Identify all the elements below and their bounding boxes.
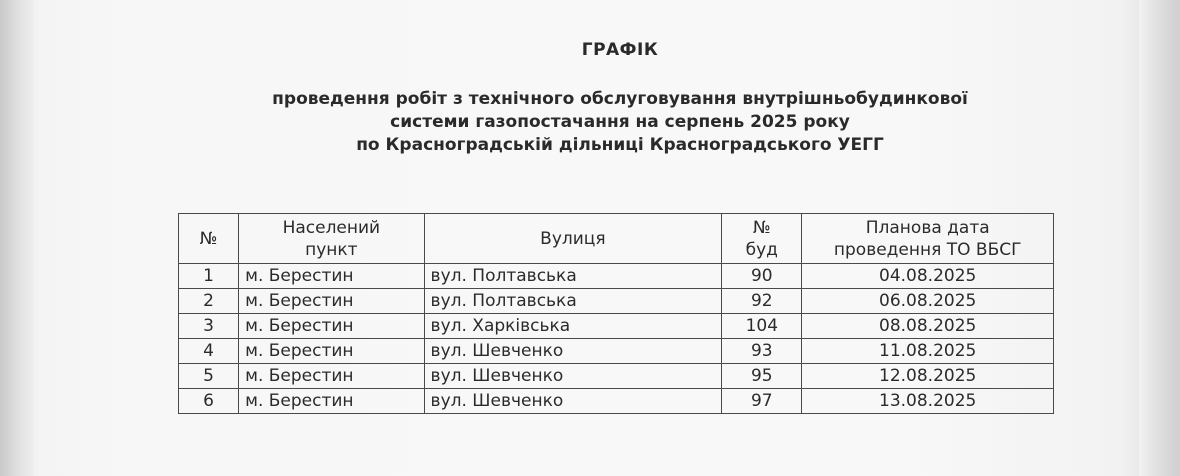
cell-settlement: м. Берестин bbox=[239, 314, 424, 339]
document-subtitle-line-2: системи газопостачання на серпень 2025 року bbox=[390, 112, 850, 132]
cell-street: вул. Харківська bbox=[424, 314, 722, 339]
cell-building: 90 bbox=[722, 264, 802, 289]
cell-settlement: м. Берестин bbox=[239, 364, 424, 389]
cell-number: 2 bbox=[179, 289, 239, 314]
cell-date: 12.08.2025 bbox=[802, 364, 1054, 389]
header-building bbox=[722, 214, 802, 264]
cell-settlement: м. Берестин bbox=[239, 389, 424, 414]
cell-settlement: м. Берестин bbox=[239, 339, 424, 364]
table-row bbox=[179, 364, 1054, 389]
header-date-line-2: проведення ТО ВБСГ bbox=[833, 239, 1022, 260]
cell-date: 11.08.2025 bbox=[802, 339, 1054, 364]
cell-street: вул. Шевченко bbox=[424, 364, 722, 389]
table-header-row bbox=[179, 214, 1054, 264]
header-street: Вулиця bbox=[424, 214, 722, 264]
header-planned-date bbox=[802, 214, 1054, 264]
header-settlement-line-2: пункт bbox=[305, 239, 358, 260]
cell-building: 95 bbox=[722, 364, 802, 389]
header-building-line-1: № bbox=[752, 217, 771, 238]
table-row bbox=[179, 264, 1054, 289]
header-number: № bbox=[179, 214, 239, 264]
header-settlement-line-1: Населений bbox=[282, 217, 381, 238]
cell-street: вул. Шевченко bbox=[424, 389, 722, 414]
page-left-shadow bbox=[0, 0, 34, 476]
table-row bbox=[179, 339, 1054, 364]
header-date-line-1: Планова дата bbox=[865, 217, 990, 238]
document-subtitle-line-3: по Красноградській дільниці Красноградського УЕГГ bbox=[356, 135, 884, 155]
cell-street: вул. Шевченко bbox=[424, 339, 722, 364]
cell-number: 3 bbox=[179, 314, 239, 339]
table-row bbox=[179, 289, 1054, 314]
cell-number: 5 bbox=[179, 364, 239, 389]
cell-building: 92 bbox=[722, 289, 802, 314]
cell-settlement: м. Берестин bbox=[239, 264, 424, 289]
cell-date: 13.08.2025 bbox=[802, 389, 1054, 414]
document-title: ГРАФІК bbox=[581, 40, 659, 60]
cell-building: 104 bbox=[722, 314, 802, 339]
cell-building: 93 bbox=[722, 339, 802, 364]
cell-date: 04.08.2025 bbox=[802, 264, 1054, 289]
maintenance-schedule-table bbox=[178, 213, 1054, 414]
table-row bbox=[179, 389, 1054, 414]
header-settlement bbox=[239, 214, 424, 264]
cell-date: 08.08.2025 bbox=[802, 314, 1054, 339]
cell-number: 6 bbox=[179, 389, 239, 414]
cell-street: вул. Полтавська bbox=[424, 264, 722, 289]
table-row bbox=[179, 314, 1054, 339]
header-building-line-2: буд bbox=[745, 239, 778, 260]
page-right-shadow bbox=[1139, 0, 1179, 476]
cell-number: 4 bbox=[179, 339, 239, 364]
cell-building: 97 bbox=[722, 389, 802, 414]
document-subtitle-line-1: проведення робіт з технічного обслуговування внутрішньобудинкової bbox=[272, 89, 968, 109]
cell-number: 1 bbox=[179, 264, 239, 289]
cell-date: 06.08.2025 bbox=[802, 289, 1054, 314]
cell-settlement: м. Берестин bbox=[239, 289, 424, 314]
cell-street: вул. Полтавська bbox=[424, 289, 722, 314]
